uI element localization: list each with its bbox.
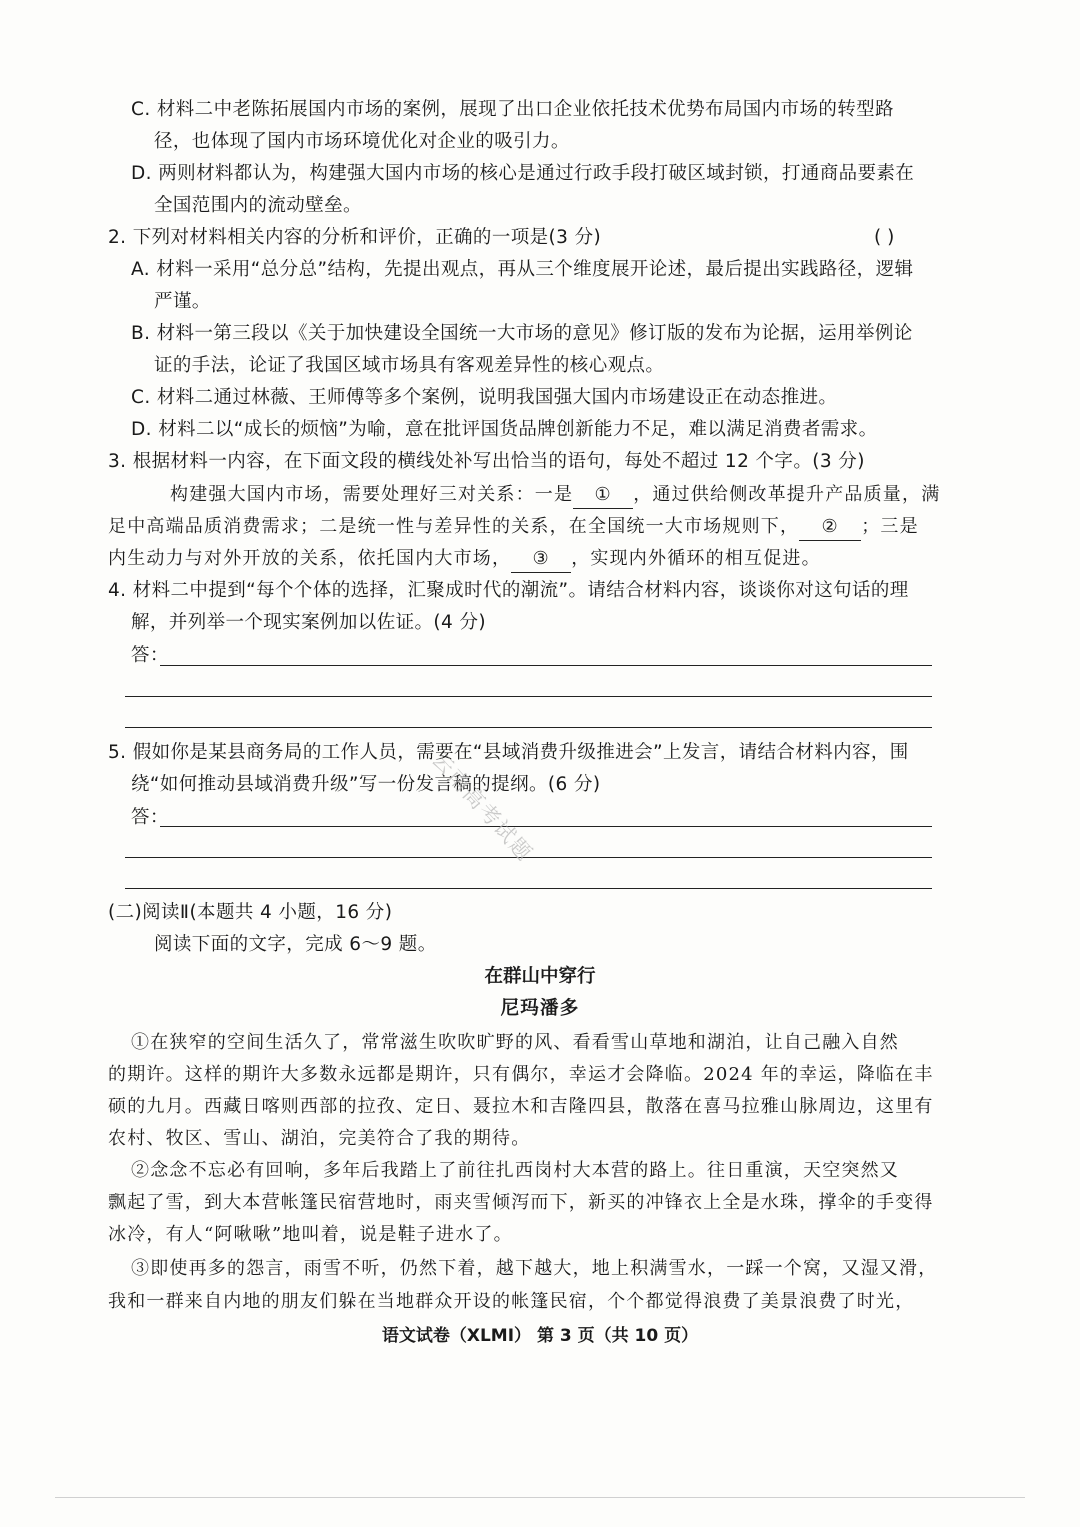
passage-p2-line1: ②念念不忘必有回响，多年后我踏上了前往扎西岗村大本营的路上。往日重演，天空突然又 bbox=[131, 1160, 899, 1181]
q1-option-d-line1: D. 两则材料都认为，构建强大国内市场的核心是通过行政手段打破区域封锁，打通商品要素在 bbox=[131, 163, 915, 184]
section2-instruction: 阅读下面的文字，完成 6～9 题。 bbox=[154, 934, 437, 955]
q3-text: 构建强大国内市场，需要处理好三对关系：一是 bbox=[170, 484, 574, 505]
q4-stem-line2: 解，并列举一个现实案例加以佐证。(4 分) bbox=[131, 612, 486, 633]
q4-stem-line1: 4. 材料二中提到“每个个体的选择，汇聚成时代的潮流”。请结合材料内容，谈谈你对这句话的理 bbox=[108, 580, 909, 601]
q1-option-c-line1: C. 材料二中老陈拓展国内市场的案例，展现了出口企业依托技术优势布局国内市场的转型路 bbox=[131, 99, 894, 120]
bottom-edge-line bbox=[55, 1497, 1025, 1498]
q3-passage-line1 bbox=[170, 482, 940, 509]
passage-p1-line2: 的期许。这样的期许大多数永远都是期许，只有偶尔，幸运才会降临。2024 年的幸运，降临在丰 bbox=[108, 1064, 934, 1085]
q5-stem-line1: 5. 假如你是某县商务局的工作人员，需要在“县域消费升级推进会”上发言，请结合材料内容，围 bbox=[108, 742, 909, 763]
passage-p1-line4: 农村、牧区、雪山、湖泊，完美符合了我的期待。 bbox=[108, 1128, 531, 1149]
q2-option-b-line2: 证的手法，论证了我国区域市场具有客观差异性的核心观点。 bbox=[154, 355, 665, 376]
q3-text: ，通过供给侧改革提升产品质量，满 bbox=[633, 484, 941, 505]
q4-answer-line-3[interactable] bbox=[125, 727, 932, 728]
q5-answer-line-3[interactable] bbox=[125, 888, 932, 889]
q3-text: ；三是 bbox=[861, 516, 919, 537]
q2-answer-paren[interactable]: ( ) bbox=[874, 227, 895, 248]
q2-option-d: D. 材料二以“成长的烦恼”为喻，意在批评国货品牌创新能力不足，难以满足消费者需求。 bbox=[131, 419, 878, 440]
q4-answer-label: 答： bbox=[131, 645, 169, 666]
passage-p1-line1: ①在狭窄的空间生活久了，常常滋生吹吹旷野的风、看看雪山草地和湖泊，让自己融入自然 bbox=[131, 1032, 899, 1053]
passage-p3-line2: 我和一群来自内地的朋友们躲在当地群众开设的帐篷民宿，个个都觉得浪费了美景浪费了时光， bbox=[108, 1291, 915, 1312]
q1-option-d-line2: 全国范围内的流动壁垒。 bbox=[154, 195, 362, 216]
q2-stem: 2. 下列对材料相关内容的分析和评价，正确的一项是(3 分) bbox=[108, 227, 602, 248]
passage-title: 在群山中穿行 bbox=[484, 966, 596, 987]
q3-blank-1[interactable]: ① bbox=[573, 482, 633, 509]
q3-text: 内生动力与对外开放的关系，依托国内大市场， bbox=[108, 548, 512, 569]
q3-passage-line2 bbox=[108, 514, 919, 541]
q5-answer-line-1[interactable] bbox=[160, 826, 932, 827]
q2-option-c: C. 材料二通过林薇、王师傅等多个案例，说明我国强大国内市场建设正在动态推进。 bbox=[131, 387, 838, 408]
q3-passage-line3 bbox=[108, 546, 821, 573]
q2-option-a-line2: 严谨。 bbox=[154, 291, 211, 312]
q3-blank-3[interactable]: ③ bbox=[511, 546, 571, 573]
q3-text: 足中高端品质消费需求；二是统一性与差异性的关系，在全国统一大市场规则下， bbox=[108, 516, 800, 537]
q1-option-c-line2: 径，也体现了国内市场环境优化对企业的吸引力。 bbox=[154, 131, 570, 152]
q5-stem-line2: 绕“如何推动县域消费升级”写一份发言稿的提纲。(6 分) bbox=[131, 774, 601, 795]
q3-stem: 3. 根据材料一内容，在下面文段的横线处补写出恰当的语句，每处不超过 12 个字。(3 分) bbox=[108, 451, 865, 472]
page-footer: 语文试卷（XLMI） 第 3 页（共 10 页） bbox=[381, 1326, 699, 1346]
q4-answer-line-2[interactable] bbox=[125, 696, 932, 697]
passage-p3-line1: ③即使再多的怨言，雨雪不听，仍然下着，越下越大，地上积满雪水，一踩一个窝，又湿又滑， bbox=[131, 1258, 938, 1279]
section2-header: (二)阅读Ⅱ(本题共 4 小题，16 分) bbox=[108, 902, 393, 923]
q2-option-a-line1: A. 材料一采用“总分总”结构，先提出观点，再从三个维度展开论述，最后提出实践路径，逻辑 bbox=[131, 259, 914, 280]
q2-option-b-line1: B. 材料一第三段以《关于加快建设全国统一大市场的意见》修订版的发布为论据，运用举例论 bbox=[131, 323, 913, 344]
passage-p2-line3: 冰冷，有人“阿啾啾”地叫着，说是鞋子进水了。 bbox=[108, 1224, 513, 1245]
passage-p1-line3: 硕的九月。西藏日喀则西部的拉孜、定日、聂拉木和吉隆四县，散落在喜马拉雅山脉周边，这里有 bbox=[108, 1096, 934, 1117]
q3-text: ，实现内外循环的相互促进。 bbox=[571, 548, 821, 569]
passage-p2-line2: 飘起了雪，到大本营帐篷民宿营地时，雨夹雪倾泻而下，新买的冲锋衣上全是水珠，撑伞的手变得 bbox=[108, 1192, 934, 1213]
q3-blank-2[interactable]: ② bbox=[799, 514, 861, 541]
watermark: 云南高考试题 bbox=[427, 747, 538, 867]
q5-answer-label: 答： bbox=[131, 807, 169, 828]
q4-answer-line-1[interactable] bbox=[160, 665, 932, 666]
passage-author: 尼玛潘多 bbox=[500, 998, 580, 1019]
